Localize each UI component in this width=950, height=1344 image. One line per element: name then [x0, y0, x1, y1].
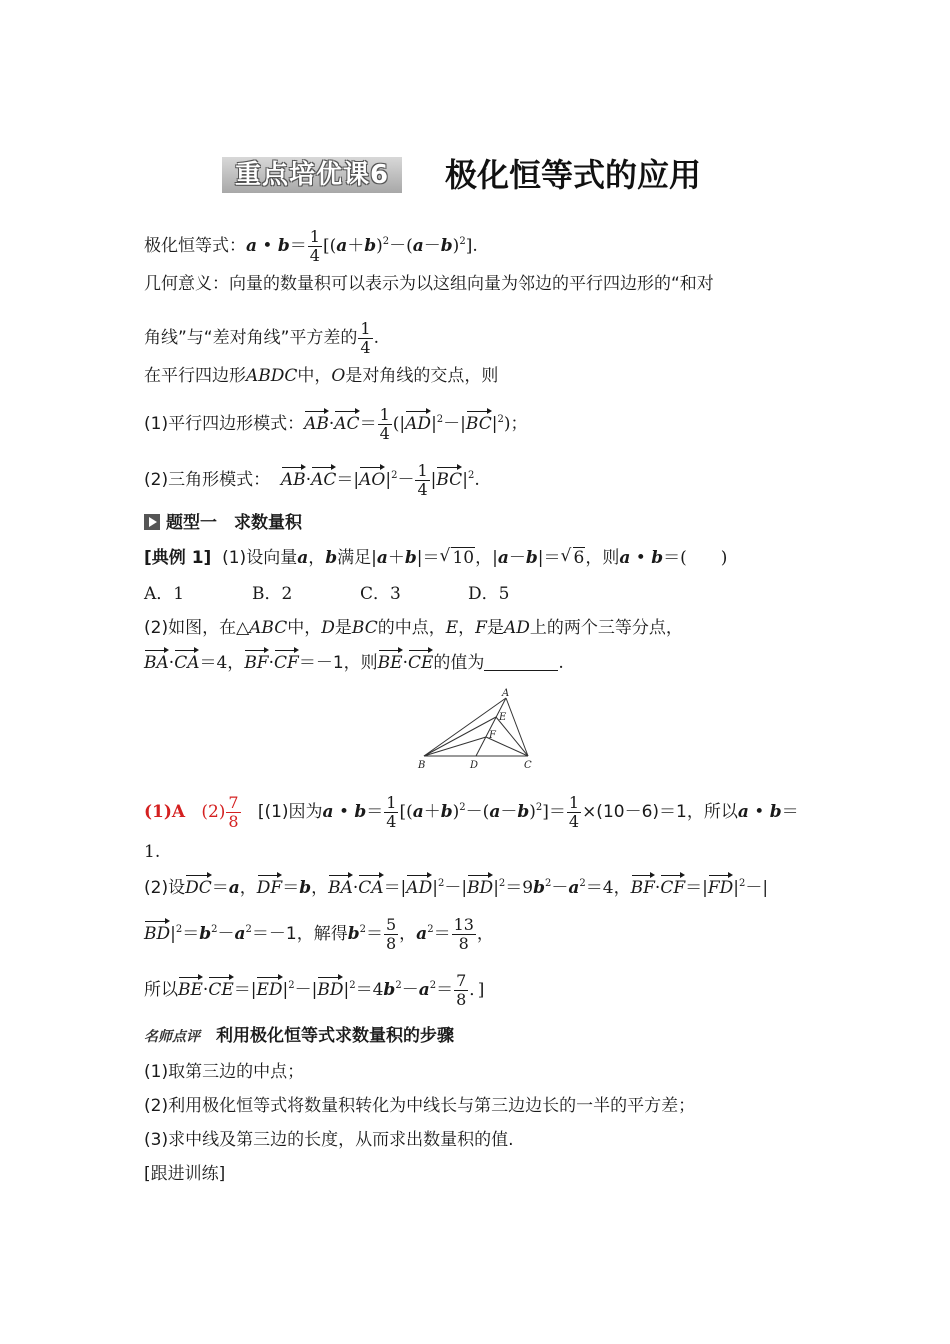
fraction: $\frac{1}{4}$: [309, 227, 320, 265]
comment-step-1: (1)取第三边的中点；: [144, 1062, 305, 1082]
option-a[interactable]: A．1: [144, 584, 185, 604]
answer-line-3: (2)设DC＝a，DF＝b，$BA\cdot CA=|AD|^2-|BD|^2=9b^2-a^2=4$，$BF\cdot CF=|FD|^2-|$: [144, 872, 768, 900]
option-d[interactable]: D．5: [468, 584, 510, 604]
answer-line-4: $BD|^2=b^2-a^2=-1$，解得$b^2=$ $\frac{5}{8}$ ，$a^2=$ $\frac{13}{8}$ ，: [144, 915, 494, 953]
page-title: 极化恒等式的应用: [445, 156, 702, 194]
triangle-figure: [416, 686, 540, 774]
option-c[interactable]: C．3: [360, 584, 401, 604]
label-e: E: [499, 712, 507, 723]
label-c: C: [524, 760, 532, 771]
label-d: D: [470, 760, 479, 771]
comment-step-3: (3)求中线及第三边的长度，从而求出数量积的值.: [144, 1130, 514, 1150]
options-row: [144, 582, 576, 606]
lesson-badge: 重点培优课6: [222, 157, 402, 193]
meaning-line-1: 几何意义：向量的数量积可以表示为以这组向量为邻边的平行四边形的“和对: [144, 274, 714, 294]
section-heading: 题型一 求数量积: [144, 511, 302, 535]
comment-badge: 名师点评: [144, 1029, 200, 1045]
segment-bf: [424, 737, 486, 756]
comment-step-2: (2)利用极化恒等式将数量积转化为中线长与第三边边长的一半的平方差；: [144, 1096, 696, 1116]
followup-heading: [跟进训练]: [144, 1164, 226, 1184]
answer-line-2: 1.: [144, 842, 161, 862]
parallelogram-mode: (1)平行四边形模式：AB·AC＝ $\frac{1}{4}$ $(|AD|^2-|BC|^2)$；: [144, 405, 528, 443]
example-q1: [典例 1] (1)设向量a，b满足|a＋b|＝ √ 10，|a－b|＝ √ 6，则a • b＝( ): [144, 546, 728, 568]
setup-line: 在平行四边形ABDC中，O是对角线的交点，则: [144, 366, 499, 386]
answer-line-5: 所以$BE\cdot CE=|ED|^2-|BD|^2=4b^2-a^2=$ $\frac{7}{8}$ ．]: [144, 971, 485, 1009]
triangle-mode: (2)三角形模式： $AB\cdot AC=|AO|^2-$ $\frac{1}{4}$ $|BC|^2$.: [144, 461, 480, 499]
median-ad: [476, 698, 506, 756]
label-b: B: [418, 760, 426, 771]
answer-line-1: (1)A (2) $\frac{7}{8}$ [(1)因为a • b＝ $\frac{1}{4}$ $[(a+b)^2-(a-b)^2]=$ $\frac{1}{4}$ ×(10－6)＝1，所以a • b＝: [144, 793, 799, 831]
example-q2-line2: BA·CA＝4，BF·CF＝－1，则BE·CE的值为 .: [144, 648, 564, 675]
example-q2-line1: (2)如图，在△ABC中，D是BC的中点，E，F是AD上的两个三等分点，: [144, 618, 683, 638]
identity-line: 极化恒等式：a • b＝ $\frac{1}{4}$ $[(a+b)^2-(a-b)^2]$.: [144, 227, 478, 265]
label-a: A: [502, 688, 510, 699]
answer-blank: [484, 654, 558, 671]
side-ba: [424, 698, 506, 756]
comment-heading: 名师点评 利用极化恒等式求数量积的步骤: [144, 1024, 454, 1049]
meaning-line-2: 角线”与“差对角线”平方差的 $\frac{1}{4}$ .: [144, 319, 380, 357]
play-triangle-icon: [144, 514, 160, 530]
segment-be: [424, 717, 496, 756]
label-f: F: [489, 730, 496, 741]
option-b[interactable]: B．2: [252, 584, 293, 604]
